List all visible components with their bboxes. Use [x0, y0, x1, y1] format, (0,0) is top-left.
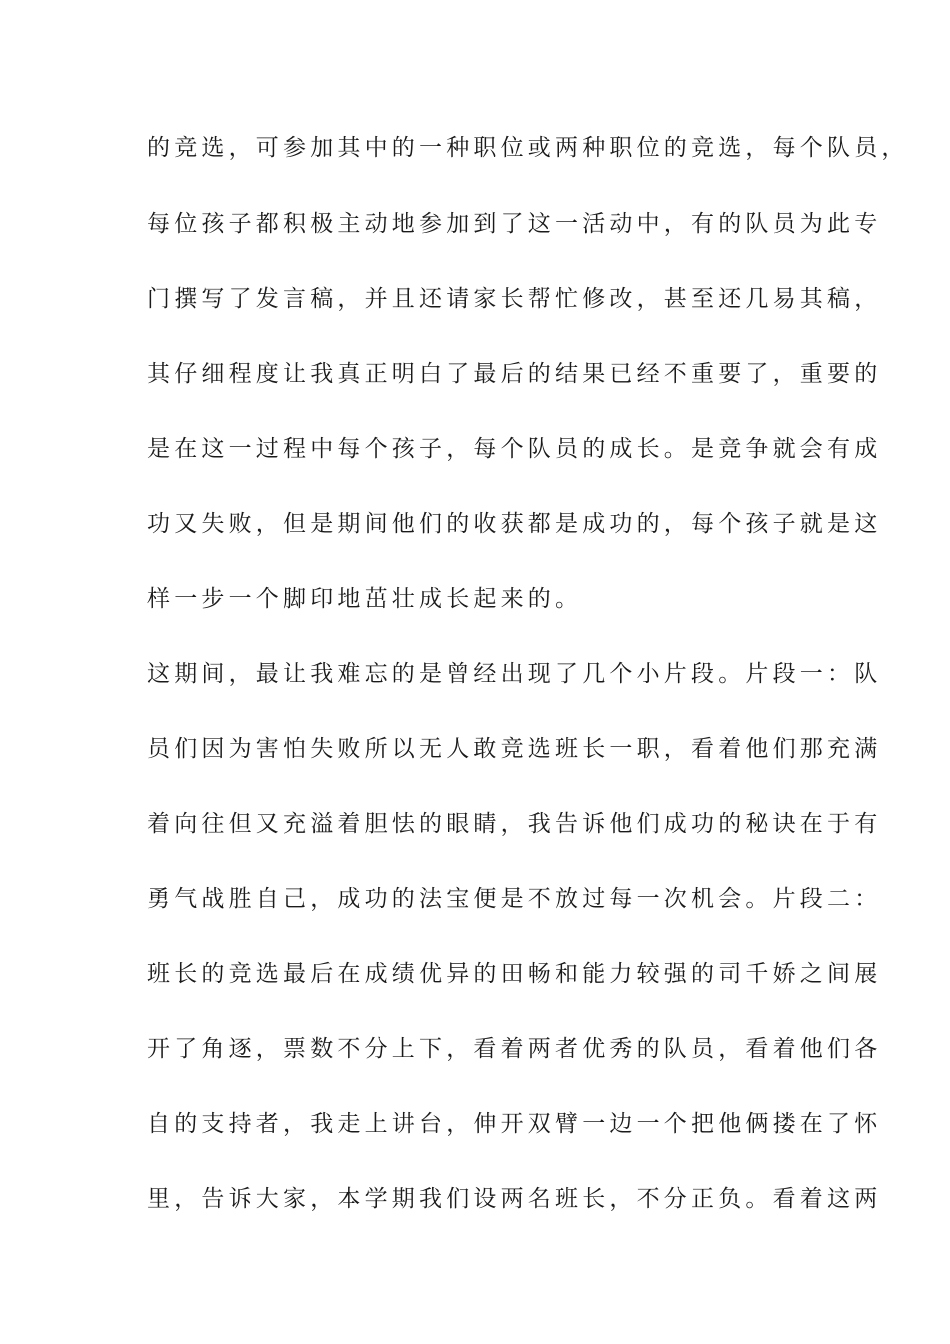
- text-line: 每位孩子都积极主动地参加到了这一活动中，有的队员为此专: [147, 211, 882, 237]
- text-line: 的竞选，可参加其中的一种职位或两种职位的竞选，每个队员，: [147, 135, 909, 161]
- text-line: 里，告诉大家，本学期我们设两名班长，不分正负。看着这两: [147, 1186, 882, 1212]
- text-line: 这期间，最让我难忘的是曾经出现了几个小片段。片段一：队: [147, 661, 882, 687]
- text-line: 着向往但又充溢着胆怯的眼睛，我告诉他们成功的秘诀在于有: [147, 811, 882, 837]
- text-line: 门撰写了发言稿，并且还请家长帮忙修改，甚至还几易其稿，: [147, 286, 882, 312]
- text-line: 开了角逐，票数不分上下，看着两者优秀的队员，看着他们各: [147, 1036, 882, 1062]
- text-line: 班长的竞选最后在成绩优异的田畅和能力较强的司千娇之间展: [147, 961, 882, 987]
- text-line: 勇气战胜自己，成功的法宝便是不放过每一次机会。片段二：: [147, 886, 882, 912]
- text-line: 功又失败，但是期间他们的收获都是成功的，每个孩子就是这: [147, 511, 882, 537]
- text-line: 自的支持者，我走上讲台，伸开双臂一边一个把他俩搂在了怀: [147, 1111, 882, 1137]
- text-line: 员们因为害怕失败所以无人敢竞选班长一职，看着他们那充满: [147, 736, 882, 762]
- text-line: 是在这一过程中每个孩子，每个队员的成长。是竞争就会有成: [147, 436, 882, 462]
- text-line: 其仔细程度让我真正明白了最后的结果已经不重要了，重要的: [147, 361, 882, 387]
- text-line: 样一步一个脚印地茁壮成长起来的。: [147, 586, 583, 612]
